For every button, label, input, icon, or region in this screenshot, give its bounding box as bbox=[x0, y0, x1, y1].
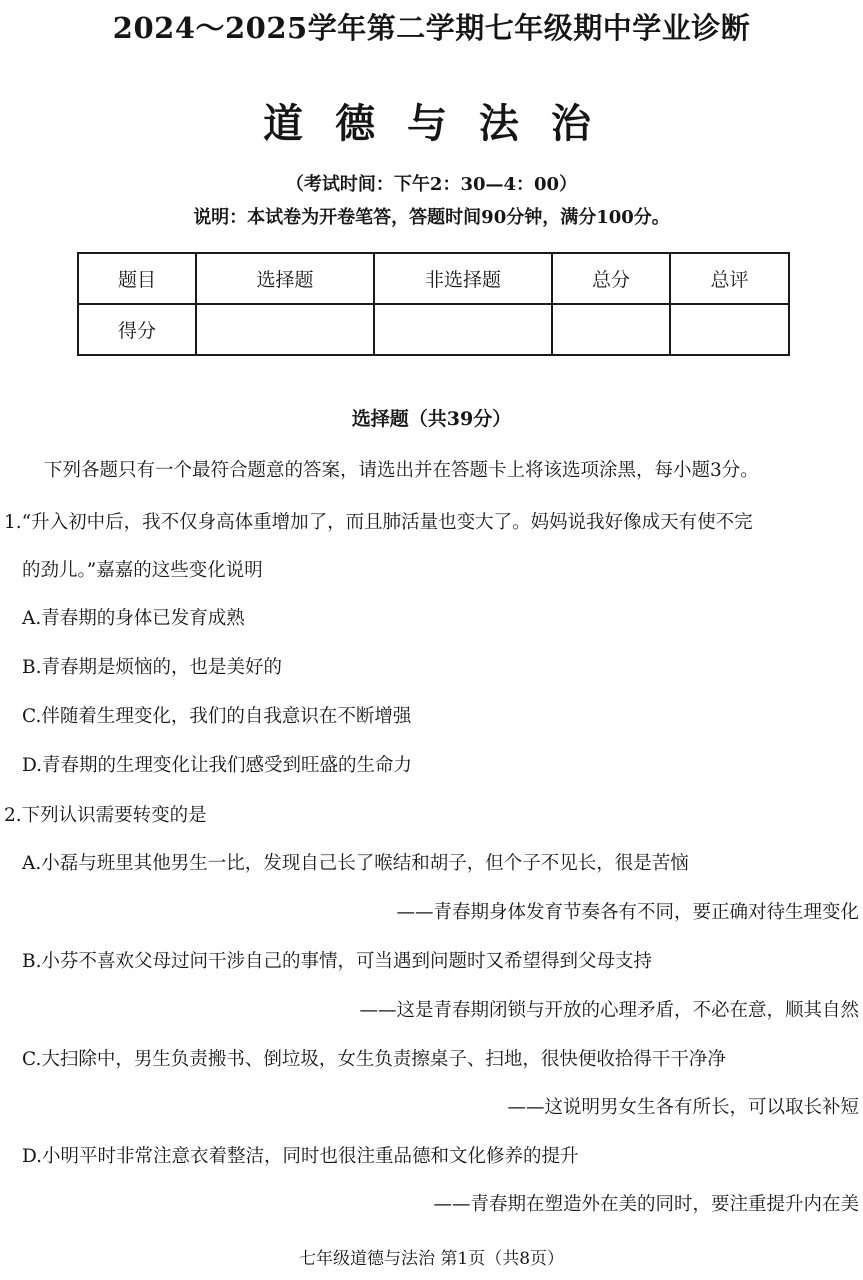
question-2-option-d-note: ——青春期在塑造外在美的同时，要注重提升内在美 bbox=[433, 1194, 859, 1215]
question-1-option-a: A.青春期的身体已发育成熟 bbox=[22, 608, 245, 629]
question-2-stem: 2.下列认识需要转变的是 bbox=[4, 805, 207, 826]
exam-instructions: 说明：本试卷为开卷笔答，答题时间90分钟，满分100分。 bbox=[193, 207, 670, 228]
question-1-stem-line2: 的劲儿。”嘉嘉的这些变化说明 bbox=[22, 560, 263, 581]
question-2-option-b-note: ——这是青春期闭锁与开放的心理矛盾，不必在意，顺其自然 bbox=[359, 1000, 859, 1021]
question-1-option-b: B.青春期是烦恼的，也是美好的 bbox=[22, 657, 282, 678]
exam-header-title: 2024～2025学年第二学期七年级期中学业诊断 bbox=[112, 11, 751, 45]
question-2-option-b: B.小芬不喜欢父母过问干涉自己的事情，可当遇到问题时又希望得到父母支持 bbox=[22, 951, 652, 972]
question-1-stem-line1: 1.“升入初中后，我不仅身高体重增加了，而且肺活量也变大了。妈妈说我好像成天有使不完 bbox=[4, 512, 753, 533]
question-1-option-c: C.伴随着生理变化，我们的自我意识在不断增强 bbox=[22, 706, 412, 727]
question-2-option-c: C.大扫除中，男生负责搬书、倒垃圾，女生负责擦桌子、扫地，很快便收拾得干干净净 bbox=[22, 1049, 726, 1070]
score-table-score-row bbox=[78, 304, 789, 355]
question-2-option-a-note: ——青春期身体发育节奏各有不同，要正确对待生理变化 bbox=[396, 902, 859, 923]
score-cell-evaluation bbox=[670, 304, 789, 355]
score-table-header: 总分 bbox=[552, 253, 670, 304]
section-intro: 下列各题只有一个最符合题意的答案，请选出并在答题卡上将该选项涂黑，每小题3分。 bbox=[44, 460, 759, 481]
score-cell-total bbox=[552, 304, 670, 355]
page-footer: 七年级道德与法治 第1页（共8页） bbox=[298, 1249, 565, 1269]
section-heading: 选择题（共39分） bbox=[351, 408, 512, 430]
question-2-option-c-note: ——这说明男女生各有所长，可以取长补短 bbox=[507, 1097, 859, 1118]
score-table-header-row bbox=[78, 253, 789, 304]
score-row-label: 得分 bbox=[78, 304, 196, 355]
score-table-header: 选择题 bbox=[196, 253, 374, 304]
score-table-header: 非选择题 bbox=[374, 253, 552, 304]
score-cell-nonchoice bbox=[374, 304, 552, 355]
score-table-header: 总评 bbox=[670, 253, 789, 304]
question-2-option-a: A.小磊与班里其他男生一比，发现自己长了喉结和胡子，但个子不见长，很是苦恼 bbox=[22, 853, 689, 874]
score-cell-choice bbox=[196, 304, 374, 355]
exam-time: （考试时间：下午2：30—4：00） bbox=[285, 174, 578, 195]
question-2-option-d: D.小明平时非常注意衣着整洁，同时也很注重品德和文化修养的提升 bbox=[22, 1146, 579, 1167]
subject-title: 道 德 与 法 治 bbox=[263, 100, 600, 147]
question-1-option-d: D.青春期的生理变化让我们感受到旺盛的生命力 bbox=[22, 755, 413, 776]
score-table-header: 题目 bbox=[78, 253, 196, 304]
score-table bbox=[77, 252, 790, 356]
